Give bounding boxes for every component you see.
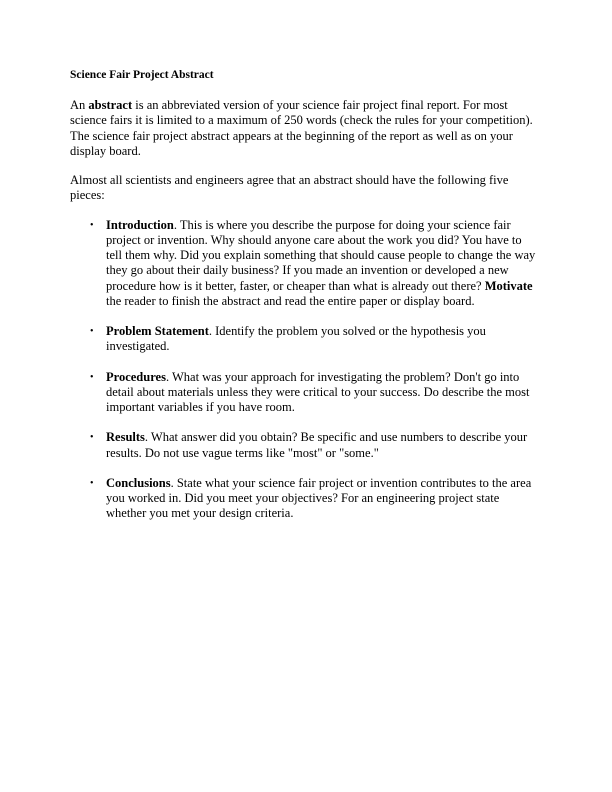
- text-run: . What answer did you obtain? Be specific and use numbers to describe your results. Do not use vague terms like "most" or "some.": [106, 430, 528, 460]
- bullet-text: [106, 370, 540, 416]
- intro-paragraph: [70, 98, 540, 159]
- text-run: . What was your approach for investigating the problem? Don't go into detail about materials unless they were critical to your success. Do describe the most important variables if you have room.: [106, 369, 530, 415]
- bullet-icon: •: [90, 371, 94, 383]
- bullet-term: Procedures: [106, 369, 166, 384]
- bullet-text: [106, 430, 540, 461]
- bullet-icon: •: [90, 219, 94, 231]
- bullet-text: [106, 476, 540, 522]
- text-run-bold: abstract: [88, 98, 133, 113]
- bullet-term: Introduction: [106, 217, 174, 232]
- bullet-icon: •: [90, 477, 94, 489]
- bullet-text: [106, 324, 540, 355]
- bullet-icon: •: [90, 432, 94, 444]
- text-run: . State what your science fair project or invention contributes to the area you worked in. Did you meet your objectives? For an engineering project state whether you met your design criteria.: [106, 475, 532, 521]
- list-item-conclusions: [70, 476, 540, 522]
- text-run: An: [70, 98, 89, 113]
- list-item-procedures: [70, 370, 540, 416]
- bullet-term: Problem Statement: [106, 324, 209, 339]
- text-run: is an abbreviated version of your science fair project final report. For most science fairs it is limited to a maximum of 250 words (check the rules for your competition). The science fair project abstract appears at the beginning of the report as well as on your display board.: [70, 98, 533, 158]
- text-run: . This is where you describe the purpose for doing your science fair project or invention. Why should anyone care about the work you did? You have to tell them why. Did you explain something that should cause people to change the way they go about their daily business? If you made an invention or developed a new procedure how is it better, faster, or cheaper than what is already out there?: [106, 217, 536, 293]
- abstract-pieces-list: [70, 218, 540, 522]
- bullet-icon: •: [90, 326, 94, 338]
- text-run: . Identify the problem you solved or the hypothesis you investigated.: [106, 324, 486, 354]
- bullet-term: Results: [106, 430, 145, 445]
- text-run: the reader to finish the abstract and read the entire paper or display board.: [106, 293, 475, 308]
- list-item-problem-statement: [70, 324, 540, 355]
- document-title: Science Fair Project Abstract: [70, 69, 214, 81]
- lead-in-paragraph: Almost all scientists and engineers agree that an abstract should have the following five pieces:: [70, 173, 509, 203]
- bullet-text: [106, 218, 540, 310]
- list-item-results: [70, 430, 540, 461]
- text-run-bold: Motivate: [484, 278, 533, 293]
- list-item-introduction: [70, 218, 540, 310]
- bullet-term: Conclusions: [106, 475, 171, 490]
